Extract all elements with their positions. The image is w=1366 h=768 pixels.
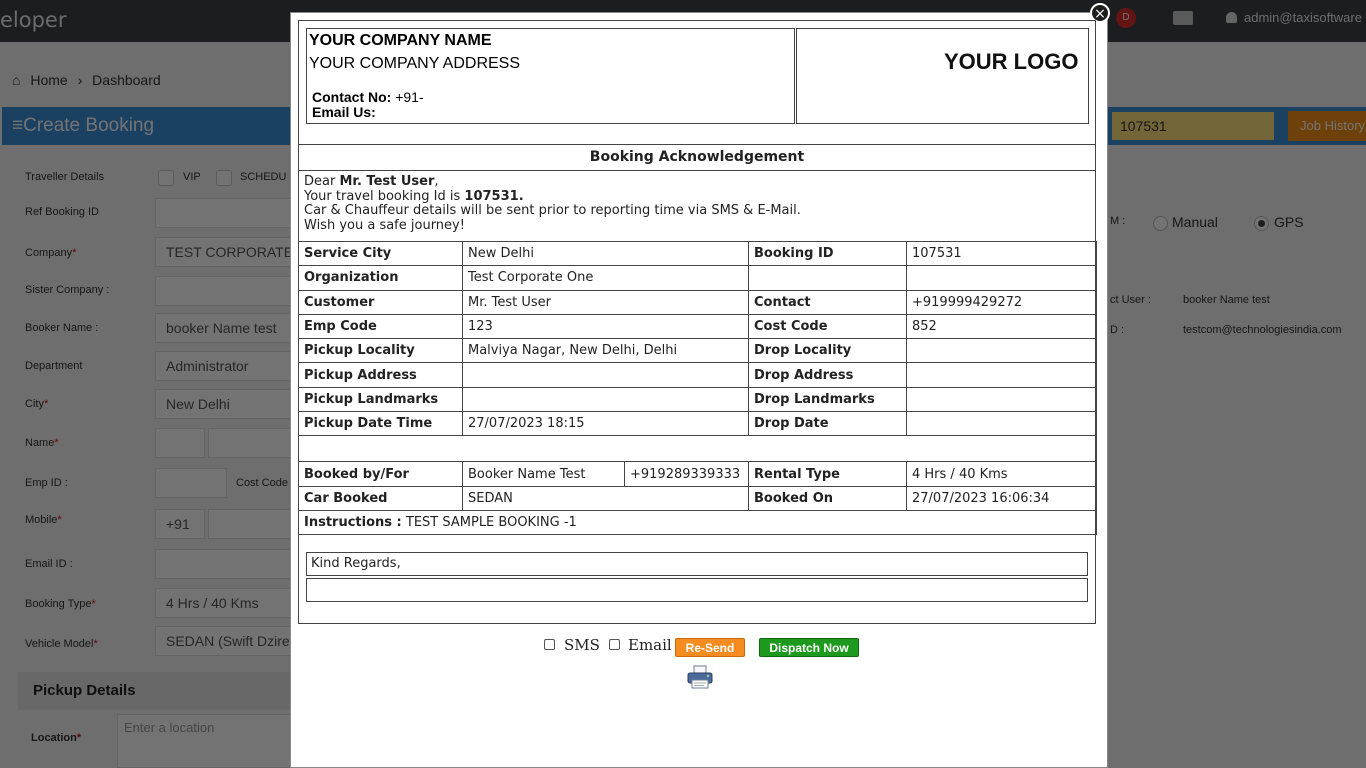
table-row [299, 462, 1097, 486]
table-row [299, 242, 1097, 266]
table-row [299, 314, 1097, 338]
drop-locality-label: Drop Locality [749, 339, 907, 363]
booked-on-value: 27/07/2023 16:06:34 [907, 486, 1097, 510]
signature-box [306, 578, 1088, 602]
logo-box [796, 28, 1089, 124]
email-label: Email [628, 636, 672, 654]
booking-id-value: 107531 [907, 242, 1097, 266]
table-row [299, 290, 1097, 314]
booked-on-label: Booked On [749, 486, 907, 510]
email-checkbox[interactable] [609, 639, 620, 650]
cost-code-value: 852 [907, 314, 1097, 338]
organization-label: Organization [299, 266, 463, 290]
instructions-cell [299, 510, 1097, 534]
pickup-datetime-label: Pickup Date Time [299, 412, 463, 436]
pickup-landmarks-label: Pickup Landmarks [299, 387, 463, 411]
divider [298, 170, 1096, 171]
table-row [299, 363, 1097, 387]
drop-address-value [907, 363, 1097, 387]
regards-box: Kind Regards, [306, 552, 1088, 576]
table-row [299, 339, 1097, 363]
table-row [299, 486, 1097, 510]
pickup-landmarks-value [463, 387, 749, 411]
sms-checkbox[interactable] [544, 639, 555, 650]
booking-details-table [298, 241, 1097, 535]
drop-landmarks-value [907, 387, 1097, 411]
drop-date-value [907, 412, 1097, 436]
pickup-locality-label: Pickup Locality [299, 339, 463, 363]
empty-cell [299, 436, 1097, 462]
drop-address-label: Drop Address [749, 363, 907, 387]
table-row [299, 387, 1097, 411]
contact-label: Contact [749, 290, 907, 314]
acknowledgement-heading: Booking Acknowledgement [589, 149, 805, 165]
pickup-address-label: Pickup Address [299, 363, 463, 387]
divider [298, 144, 1096, 145]
table-row [299, 412, 1097, 436]
pickup-locality-value: Malviya Nagar, New Delhi, Delhi [463, 339, 749, 363]
contact-value: +919999429272 [907, 290, 1097, 314]
organization-value: Test Corporate One [463, 266, 749, 290]
car-booked-value: SEDAN [463, 486, 749, 510]
drop-date-label: Drop Date [749, 412, 907, 436]
table-row [299, 266, 1097, 290]
rental-type-value: 4 Hrs / 40 Kms [907, 462, 1097, 486]
customer-value: Mr. Test User [463, 290, 749, 314]
service-city-label: Service City [299, 242, 463, 266]
email-us-label: Email Us: [312, 104, 376, 120]
booked-by-phone: +919289339333 [625, 462, 749, 486]
contact-line: Contact No: +91- [312, 89, 424, 105]
table-row [299, 510, 1097, 534]
close-icon[interactable]: × [1090, 3, 1110, 23]
customer-label: Customer [299, 290, 463, 314]
acknowledgement-letter: Dear Mr. Test User, Your travel booking Id is 107531. Car & Chauffeur details will be sent prior to reporting time via SMS & E-Mail. Wish you a safe journey! [304, 174, 801, 233]
empty-cell [907, 266, 1097, 290]
instructions-value: TEST SAMPLE BOOKING -1 [405, 515, 577, 531]
pickup-address-value [463, 363, 749, 387]
company-name: YOUR COMPANY NAME [309, 32, 492, 49]
company-address: YOUR COMPANY ADDRESS [309, 55, 521, 72]
empty-cell [749, 266, 907, 290]
dispatch-now-button[interactable]: Dispatch Now [759, 638, 859, 657]
emp-code-label: Emp Code [299, 314, 463, 338]
emp-code-value: 123 [463, 314, 749, 338]
table-row-spacer [299, 436, 1097, 462]
service-city-value: New Delhi [463, 242, 749, 266]
booked-by-label: Booked by/For [299, 462, 463, 486]
instructions-label: Instructions : [304, 515, 402, 531]
drop-landmarks-label: Drop Landmarks [749, 387, 907, 411]
printer-icon[interactable] [686, 665, 714, 689]
cost-code-label: Cost Code [749, 314, 907, 338]
car-booked-label: Car Booked [299, 486, 463, 510]
drop-locality-value [907, 339, 1097, 363]
sms-label: SMS [564, 636, 600, 654]
rental-type-label: Rental Type [749, 462, 907, 486]
company-logo: YOUR LOGO [944, 49, 1079, 74]
booked-by-value: Booker Name Test [463, 462, 625, 486]
pickup-datetime-value: 27/07/2023 18:15 [463, 412, 749, 436]
booking-id-label: Booking ID [749, 242, 907, 266]
resend-button[interactable]: Re-Send [675, 638, 745, 657]
